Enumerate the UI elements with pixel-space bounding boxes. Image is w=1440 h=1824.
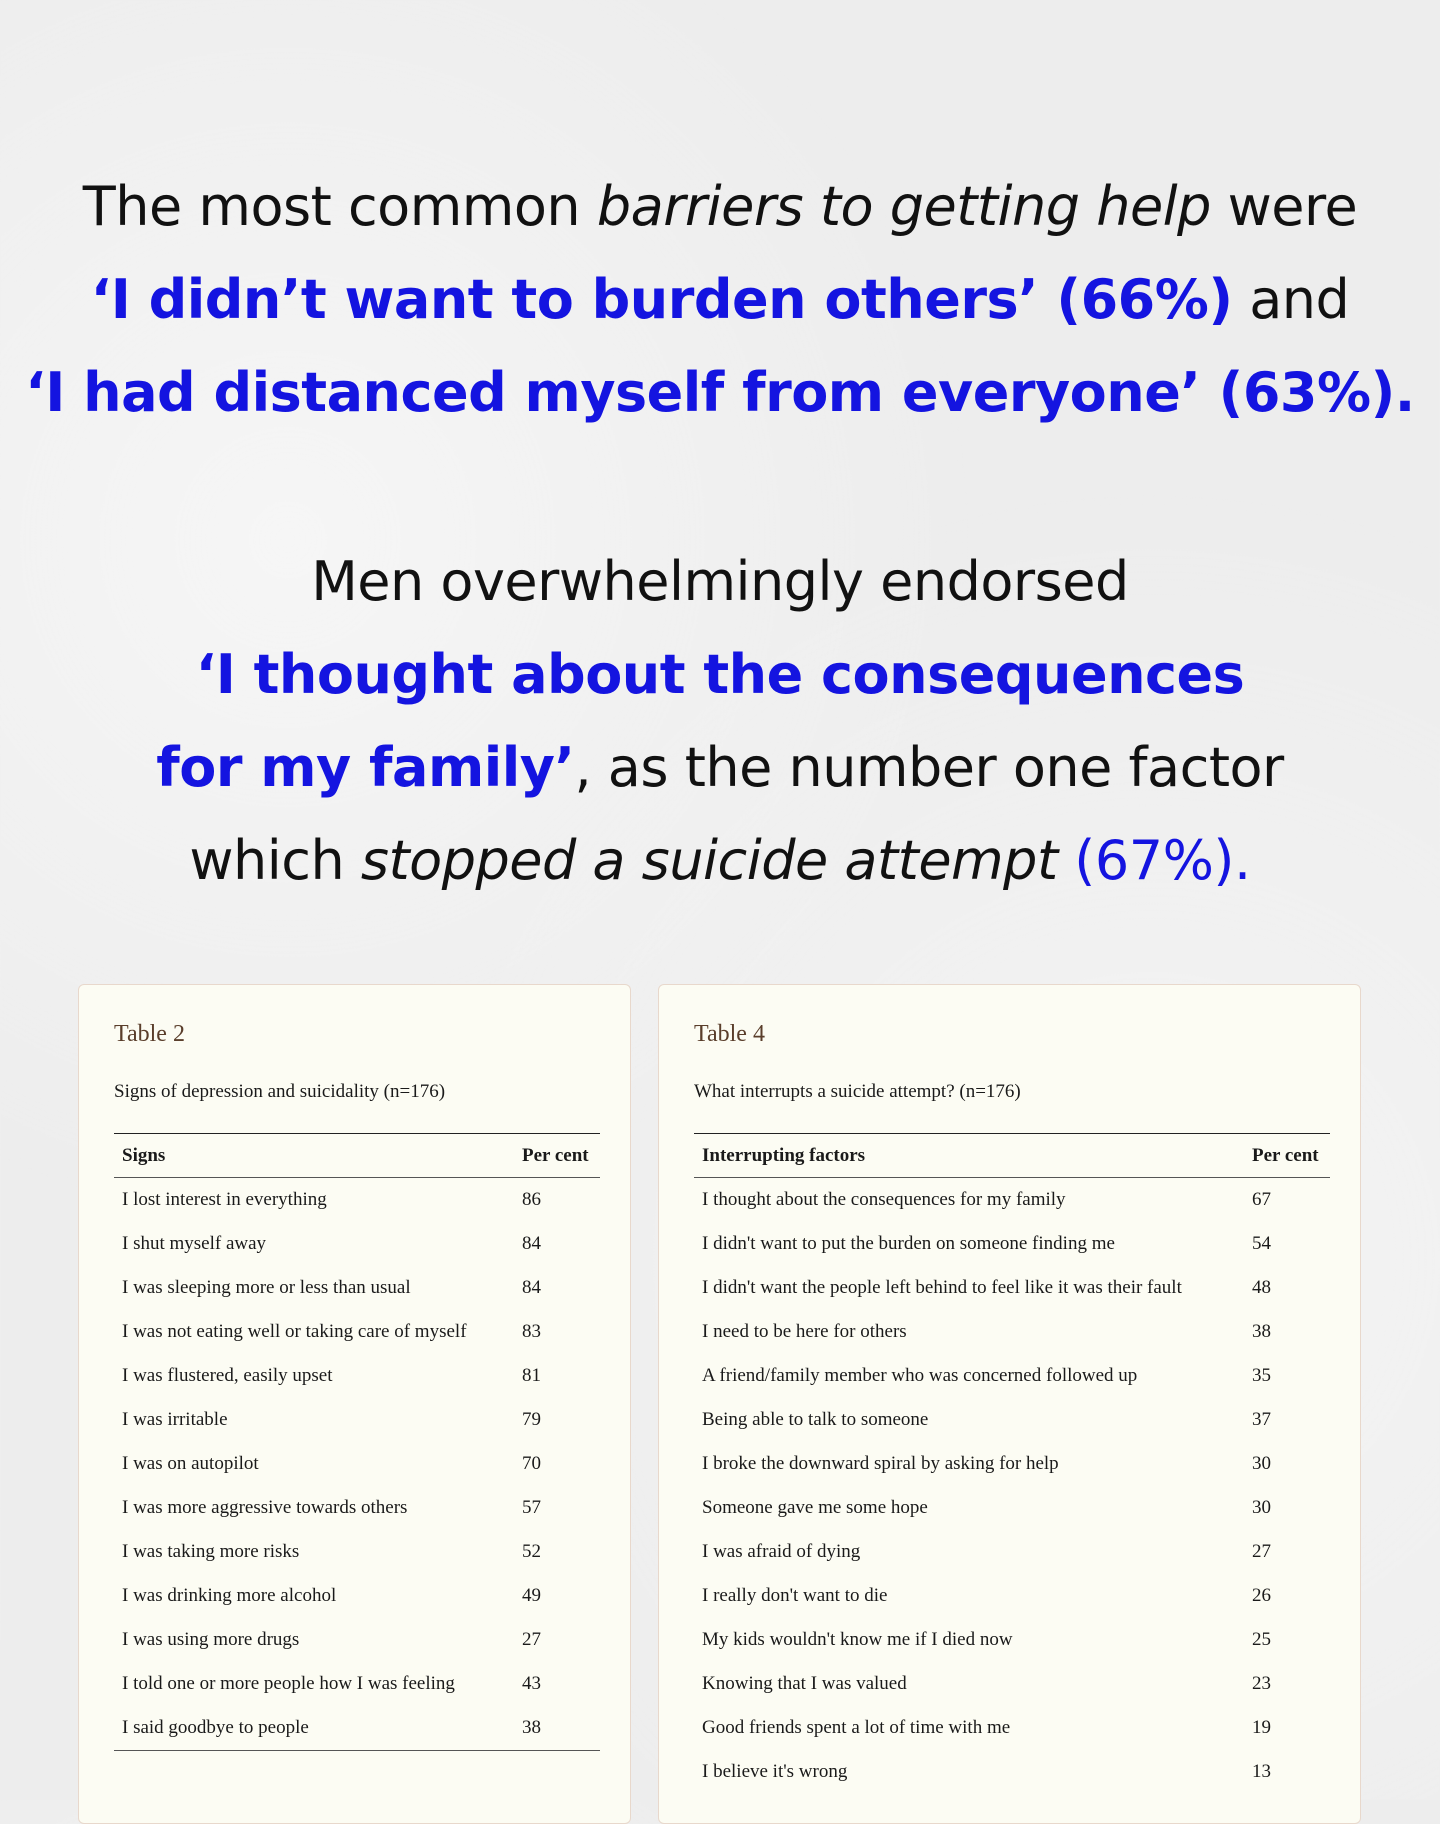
row-percent: 54: [1252, 1233, 1271, 1254]
table-row: [694, 1618, 1330, 1662]
row-percent: 30: [1252, 1497, 1271, 1518]
headline-percent: (67%).: [1057, 829, 1251, 892]
row-label: Someone gave me some hope: [702, 1497, 928, 1518]
row-label: I said goodbye to people: [122, 1717, 309, 1738]
table-row: [114, 1662, 600, 1706]
table-row: [694, 1486, 1330, 1530]
table-4-title: Table 4: [694, 1021, 765, 1047]
row-label: I was not eating well or taking care of myself: [122, 1321, 467, 1342]
row-label: I told one or more people how I was feeling: [122, 1673, 455, 1694]
table-row: [114, 1354, 600, 1398]
row-percent: 83: [522, 1321, 541, 1342]
row-label: I lost interest in everything: [122, 1189, 327, 1210]
table-row: [694, 1662, 1330, 1706]
table-row: [694, 1310, 1330, 1354]
row-label: Good friends spent a lot of time with me: [702, 1717, 1011, 1738]
row-percent: 35: [1252, 1365, 1271, 1386]
row-label: I was irritable: [122, 1409, 228, 1430]
row-percent: 26: [1252, 1585, 1271, 1606]
row-label: I was more aggressive towards others: [122, 1497, 408, 1518]
table-4-body: [694, 1178, 1330, 1795]
table-row: [114, 1398, 600, 1442]
headline-text: which: [189, 829, 361, 892]
row-percent: 84: [522, 1277, 541, 1298]
table-row: [694, 1574, 1330, 1618]
row-label: I believe it's wrong: [702, 1761, 848, 1782]
row-label: I was using more drugs: [122, 1629, 300, 1650]
table-4: [694, 1133, 1330, 1794]
headline-text: and: [1232, 268, 1350, 331]
row-label: I was sleeping more or less than usual: [122, 1277, 411, 1298]
row-percent: 27: [1252, 1541, 1271, 1562]
headline-emphasis: barriers to getting help: [596, 175, 1211, 238]
table-row: [694, 1266, 1330, 1310]
table-row: [114, 1178, 600, 1223]
row-percent: 30: [1252, 1453, 1271, 1474]
row-label: I was afraid of dying: [702, 1541, 861, 1562]
row-label: I was drinking more alcohol: [122, 1585, 337, 1606]
table-row: [114, 1574, 600, 1618]
table-row: [694, 1530, 1330, 1574]
row-label: I was flustered, easily upset: [122, 1365, 333, 1386]
row-label: I was taking more risks: [122, 1541, 300, 1562]
row-percent: 43: [522, 1673, 541, 1694]
table-row: [114, 1486, 600, 1530]
row-label: Knowing that I was valued: [702, 1673, 907, 1694]
row-label: I thought about the consequences for my family: [702, 1189, 1066, 1210]
table-row: [114, 1310, 600, 1354]
headline-text: , as the number one factor: [574, 736, 1284, 799]
row-percent: 13: [1252, 1761, 1271, 1782]
table-4-card: [658, 984, 1361, 1824]
table-header-row: [114, 1134, 600, 1178]
row-label: I didn't want the people left behind to feel like it was their fault: [702, 1277, 1182, 1298]
row-percent: 38: [1252, 1321, 1271, 1342]
headline-text: The most common: [82, 175, 597, 238]
row-label: I was on autopilot: [122, 1453, 259, 1474]
row-label: Being able to talk to someone: [702, 1409, 929, 1430]
row-percent: 25: [1252, 1629, 1271, 1650]
row-percent: 79: [522, 1409, 541, 1430]
table-row: [114, 1222, 600, 1266]
row-label: I shut myself away: [122, 1233, 267, 1254]
row-percent: 49: [522, 1585, 541, 1606]
table-row: [694, 1706, 1330, 1750]
table-row: [114, 1266, 600, 1310]
row-percent: 86: [522, 1189, 541, 1210]
table-row: [114, 1530, 600, 1574]
row-percent: 57: [522, 1497, 541, 1518]
table-2-caption: Signs of depression and suicidality (n=176): [114, 1081, 446, 1102]
headline-line-1: [0, 160, 1440, 253]
headline-emphasis: stopped a suicide attempt: [360, 829, 1058, 892]
row-percent: 23: [1252, 1673, 1271, 1694]
headline-text: were: [1210, 175, 1358, 238]
column-header-percent: Per cent: [1252, 1144, 1319, 1166]
row-label: A friend/family member who was concerned followed up: [702, 1365, 1138, 1386]
row-percent: 52: [522, 1541, 541, 1562]
headline-line-men: Men overwhelmingly endorsed: [311, 550, 1129, 613]
headline-quote-distanced: ‘I had distanced myself from everyone’ (63%).: [25, 361, 1415, 424]
row-percent: 81: [522, 1365, 541, 1386]
table-2: [114, 1133, 600, 1751]
headline-quote-consequences: ‘I thought about the consequences: [195, 643, 1245, 706]
table-row: [114, 1442, 600, 1486]
row-percent: 84: [522, 1233, 541, 1254]
table-2-title: Table 2: [114, 1021, 185, 1047]
column-header-factors: Interrupting factors: [702, 1144, 866, 1166]
row-label: I didn't want to put the burden on someone finding me: [702, 1233, 1115, 1254]
headline-line-stopped: [0, 814, 1440, 907]
table-row: [694, 1354, 1330, 1398]
row-label: I broke the downward spiral by asking for help: [702, 1453, 1059, 1474]
headline-quote-burden: ‘I didn’t want to burden others’ (66%): [90, 268, 1233, 331]
row-percent: 38: [522, 1717, 541, 1738]
table-header-row: [694, 1134, 1330, 1178]
row-label: I really don't want to die: [702, 1585, 888, 1606]
row-label: I need to be here for others: [702, 1321, 907, 1342]
table-row: [694, 1178, 1330, 1223]
headline-line-family: [0, 721, 1440, 814]
table-row: [694, 1398, 1330, 1442]
headline-line-2: [0, 253, 1440, 346]
row-percent: 70: [522, 1453, 541, 1474]
row-percent: 27: [522, 1629, 541, 1650]
table-4-caption: What interrupts a suicide attempt? (n=176): [694, 1081, 1021, 1102]
row-percent: 48: [1252, 1277, 1271, 1298]
headline-quote-family: for my family’: [156, 736, 575, 799]
table-row: [694, 1222, 1330, 1266]
row-label: My kids wouldn't know me if I died now: [702, 1629, 1013, 1650]
row-percent: 19: [1252, 1717, 1271, 1738]
table-row: [694, 1442, 1330, 1486]
headline-spacer: [0, 439, 1440, 535]
column-header-signs: Signs: [122, 1144, 166, 1166]
table-2-body: [114, 1178, 600, 1751]
row-percent: 37: [1252, 1409, 1271, 1430]
table-row: [114, 1618, 600, 1662]
column-header-percent: Per cent: [522, 1144, 589, 1166]
row-percent: 67: [1252, 1189, 1271, 1210]
table-row: [694, 1750, 1330, 1794]
table-2-card: [78, 984, 631, 1824]
table-row: [114, 1706, 600, 1751]
headline: [0, 160, 1440, 907]
